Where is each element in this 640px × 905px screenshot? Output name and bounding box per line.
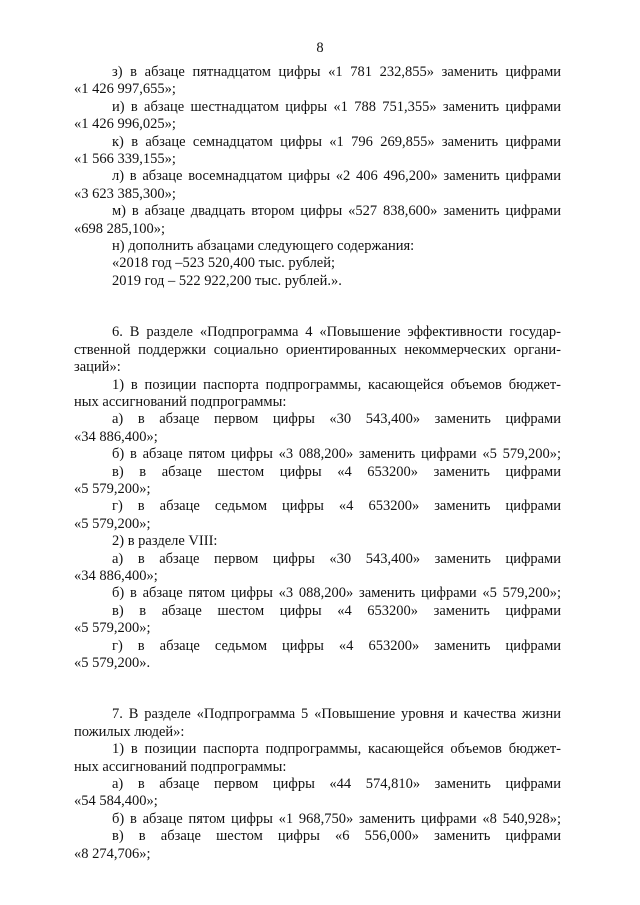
text-line: н) дополнить абзацами следующего содержания: [112, 238, 415, 255]
text-line: «5 579,200». [74, 655, 151, 671]
blank-line [74, 672, 561, 689]
text-line: б) в абзаце пятом цифры «1 968,750» заменить цифрами «8 540,928»; [112, 810, 561, 827]
text-line: «2018 год –523 520,400 тыс. рублей; [112, 255, 336, 272]
text-line: а) в абзаце первом цифры «44 574,810» заменить цифрами [112, 776, 561, 793]
text-line: «5 579,200»; [74, 620, 151, 637]
text-line: 1) в позиции паспорта подпрограммы, касающейся объемов бюджет- [112, 376, 561, 393]
text-line: и) в абзаце шестнадцатом цифры «1 788 751,355» заменить цифрами [112, 98, 561, 115]
blank-line [74, 307, 561, 324]
text-line: в) в абзаце шестом цифры «4 653200» заменить цифрами [112, 602, 561, 619]
text-line: м) в абзаце двадцать втором цифры «527 838,600» заменить цифрами [112, 203, 561, 220]
text-line: «3 623 385,300»; [74, 185, 176, 202]
blank-line [74, 290, 561, 307]
text-line: 2019 год – 522 922,200 тыс. рублей.». [112, 272, 342, 289]
text-line: «5 579,200»; [74, 480, 151, 497]
text-line: заций»: [74, 359, 121, 376]
text-line: «5 579,200»; [74, 515, 151, 532]
text-line: «1 566 339,155»; [74, 151, 176, 168]
text-line: 1) в позиции паспорта подпрограммы, касающейся объемов бюджет- [112, 741, 561, 758]
text-line: л) в абзаце восемнадцатом цифры «2 406 496,200» заменить цифрами [112, 168, 561, 185]
text-line: ственной поддержки социально ориентированных некоммерческих органи- [74, 341, 561, 358]
text-line: ных ассигнований подпрограммы: [74, 393, 287, 410]
text-line: «54 584,400»; [74, 793, 158, 810]
text-line: а) в абзаце первом цифры «30 543,400» заменить цифрами [112, 550, 561, 567]
text-line: а) в абзаце первом цифры «30 543,400» заменить цифрами [112, 411, 561, 428]
text-line: г) в абзаце седьмом цифры «4 653200» заменить цифрами [112, 637, 561, 654]
text-line: б) в абзаце пятом цифры «3 088,200» заменить цифрами «5 579,200»; [112, 585, 561, 602]
text-line: в) в абзаце шестом цифры «4 653200» заменить цифрами [112, 463, 561, 480]
text-line: «34 886,400»; [74, 567, 158, 584]
text-line: г) в абзаце седьмом цифры «4 653200» заменить цифрами [112, 498, 561, 515]
text-line: «1 426 996,025»; [74, 116, 176, 133]
text-line: «1 426 997,655»; [74, 81, 176, 98]
blank-line [74, 689, 561, 706]
text-line: ных ассигнований подпрограммы: [74, 758, 287, 775]
text-line: з) в абзаце пятнадцатом цифры «1 781 232,855» заменить цифрами [112, 64, 561, 80]
text-line: б) в абзаце пятом цифры «3 088,200» заменить цифрами «5 579,200»; [112, 446, 561, 463]
text-line: 7. В разделе «Подпрограмма 5 «Повышение уровня и качества жизни [112, 706, 561, 723]
text-line: «698 285,100»; [74, 220, 166, 237]
page-number: 8 [316, 40, 324, 56]
text-line: пожилых людей»: [74, 723, 185, 740]
text-line: к) в абзаце семнадцатом цифры «1 796 269,855» заменить цифрами [112, 133, 561, 150]
text-line: «34 886,400»; [74, 428, 158, 445]
document-body [74, 64, 561, 863]
text-line: «8 274,706»; [74, 845, 151, 862]
text-line: в) в абзаце шестом цифры «6 556,000» заменить цифрами [112, 828, 561, 845]
text-line: 2) в разделе VIII: [112, 533, 218, 550]
text-line: 6. В разделе «Подпрограмма 4 «Повышение эффективности государ- [112, 324, 561, 341]
